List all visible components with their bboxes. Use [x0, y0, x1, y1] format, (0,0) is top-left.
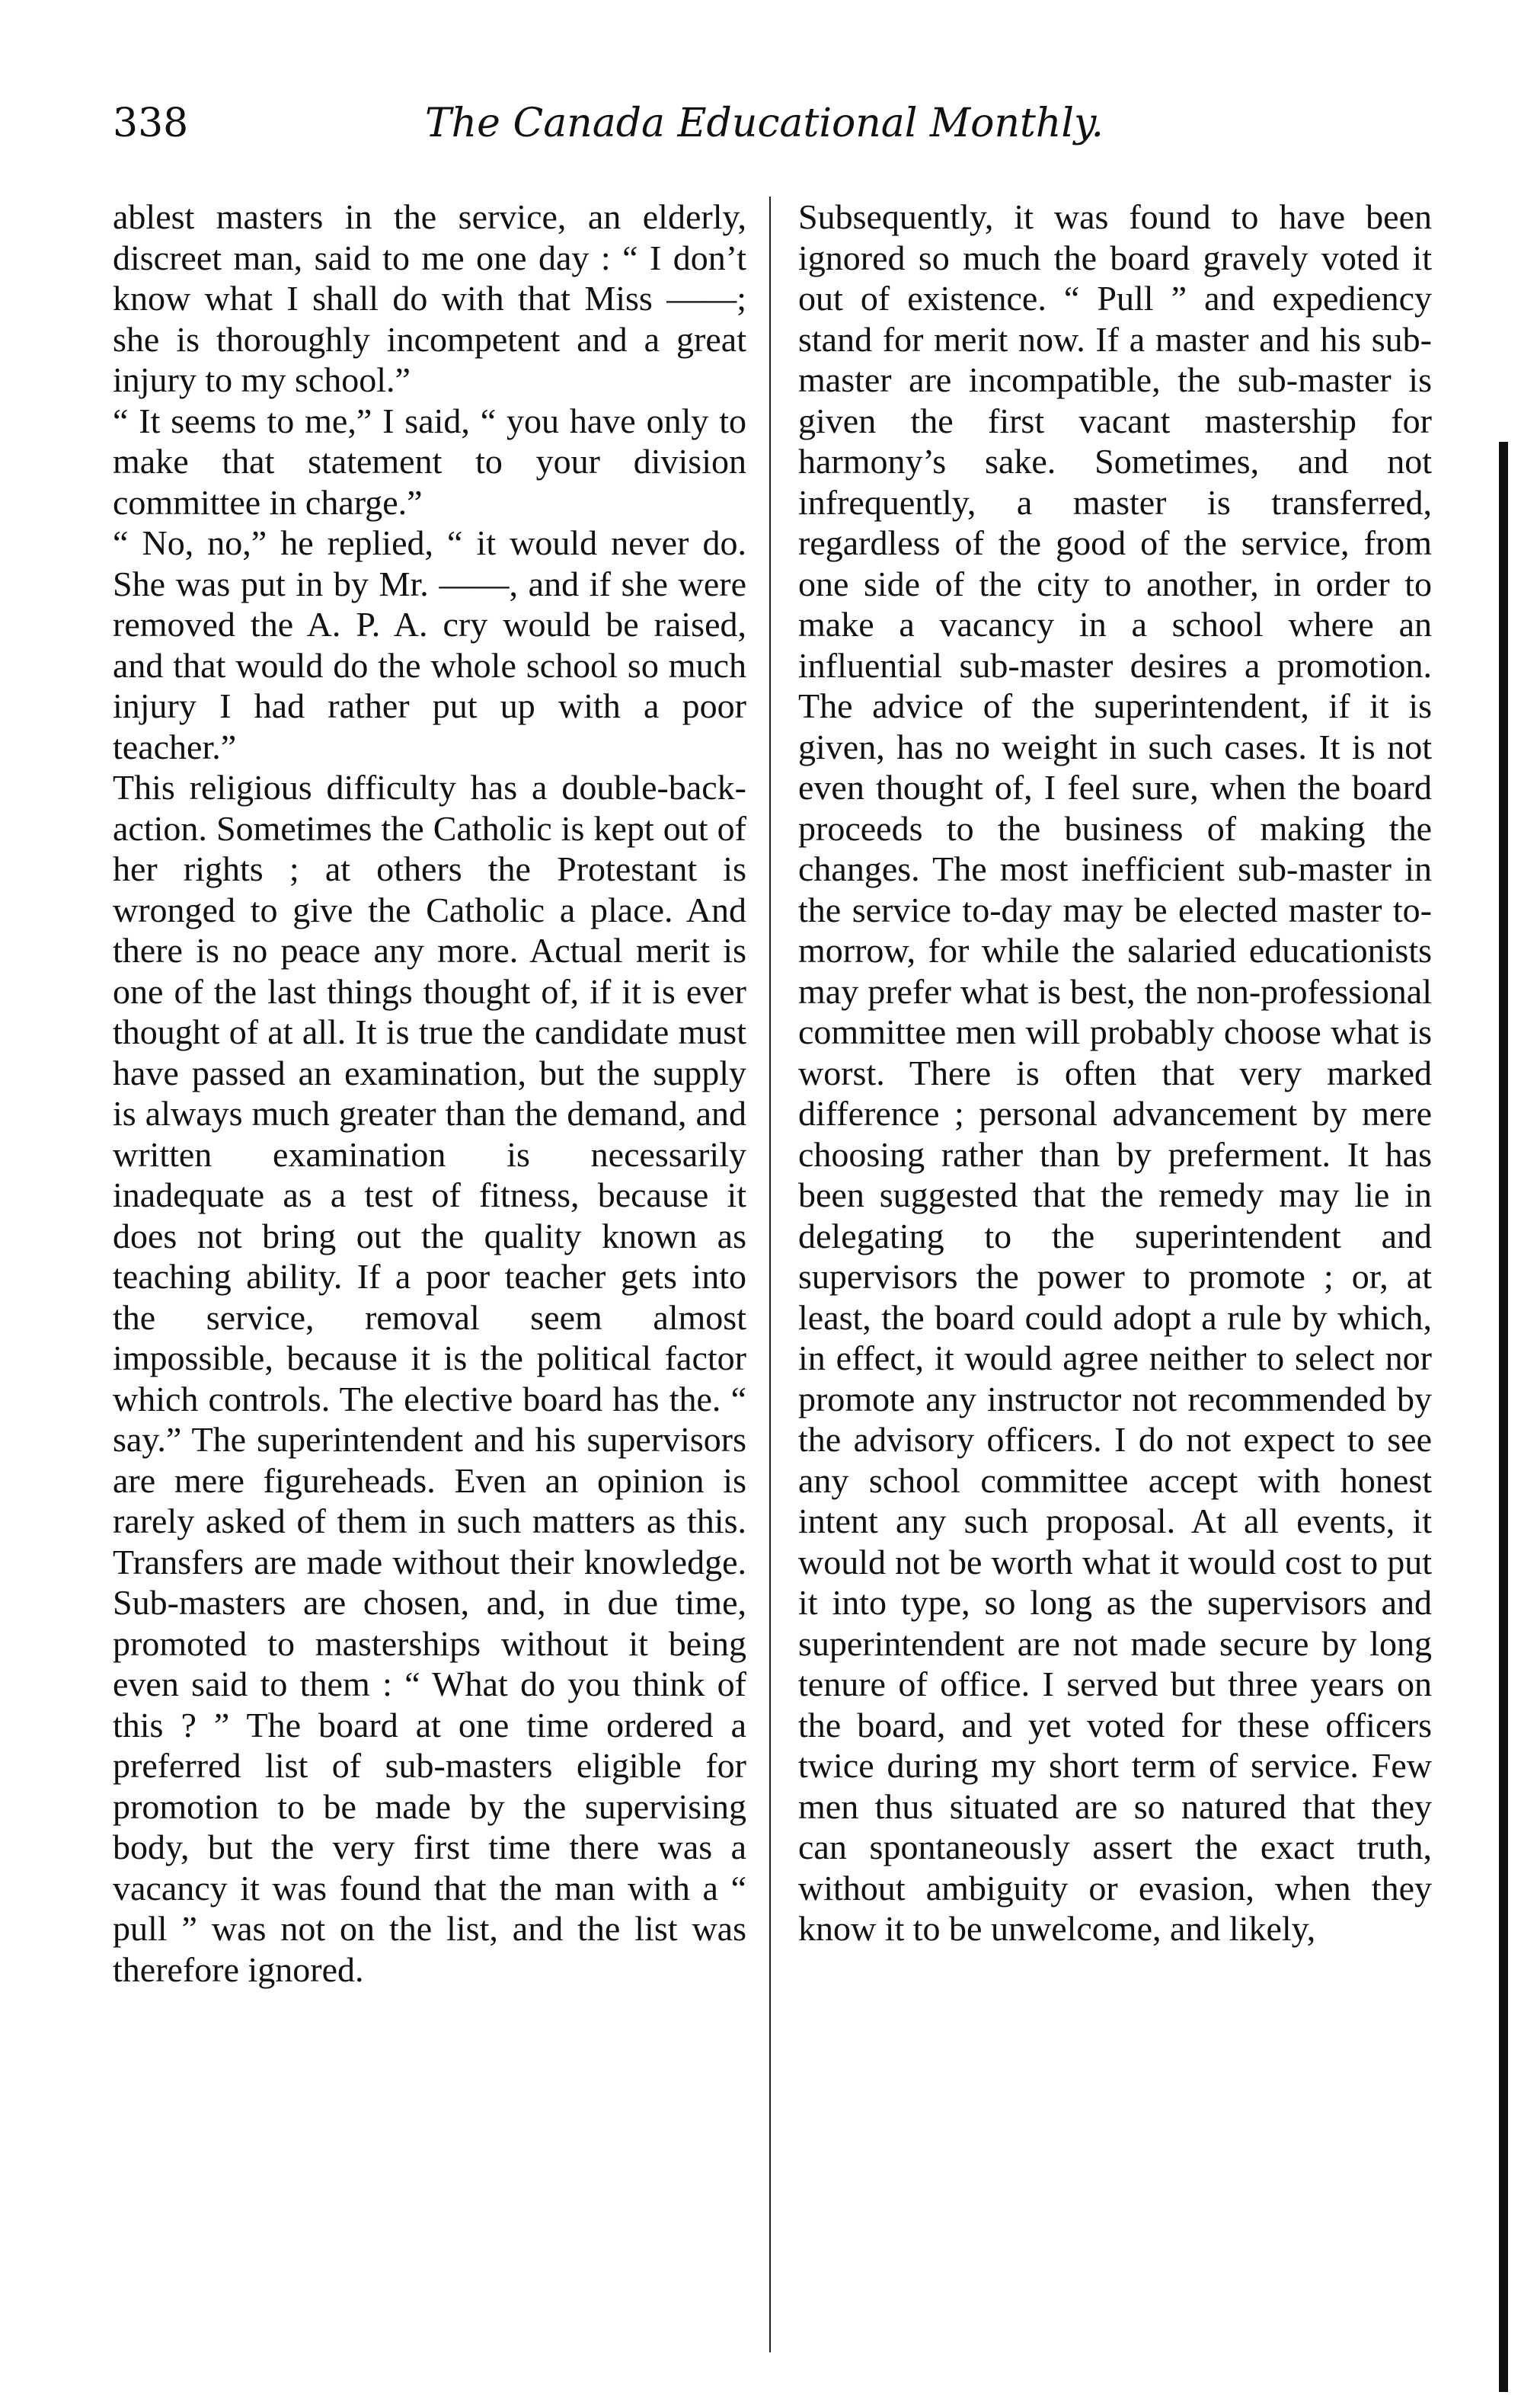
left-column [113, 197, 746, 1990]
running-title: The Canada Educational Monthly. [425, 101, 1104, 146]
paragraph: ablest masters in the service, an elderly, discreet man, said to me one day : “ I don’t know what I shall do with that Miss ——; she is thoroughly incompetent and a great injury to my school.” [113, 197, 746, 399]
paragraph: “ No, no,” he replied, “ it would never do. She was put in by Mr. ——, and if she were removed the A. P. A. cry would be raised, and that would do the whole school so much injury I had rather put up with a poor teacher.” [113, 523, 746, 766]
paragraph: “ It seems to me,” I said, “ you have only to make that statement to your division committee in charge.” [113, 401, 746, 522]
page-edge-shadow [1499, 442, 1508, 2392]
page-number: 338 [113, 101, 189, 146]
paragraph: Subsequently, it was found to have been ignored so much the board gravely voted it out of existence. “ Pull ” and expediency stand for merit now. If a master and his sub-master are incompatible, the sub-master is given the first vacant mastership for harmony’s sake. Sometimes, and not infrequently, a master is transferred, regardless of the good of the service, from one side of the city to another, in order to make a vacancy in a school where an influential sub-master desires a promotion. The advice of the superintendent, if it is given, has no weight in such cases. It is not even thought of, I feel sure, when the board proceeds to the business of making the changes. The most inefficient sub-master in the service to-day may be elected master to-morrow, for while the salaried educationists may prefer what is best, the non-professional committee men will probably choose what is worst. There is often that very marked difference ; personal advancement by mere choosing rather than by preferment. It has been suggested that the remedy may lie in delegating to the superintendent and supervisors the power to promote ; or, at least, the board could adopt a rule by which, in effect, it would agree neither to select nor promote any instructor not recommended by the advisory officers. I do not expect to see any school committee accept with honest intent any such proposal. At all events, it would not be worth what it would cost to put it into type, so long as the supervisors and superintendent are not made secure by long tenure of office. I served but three years on the board, and yet voted for these officers twice during my short term of service. Few men thus situated are so natured that they can spontaneously assert the exact truth, without ambiguity or evasion, when they know it to be unwelcome, and likely, [798, 197, 1432, 1948]
running-header [113, 101, 1179, 161]
right-column [798, 197, 1432, 1949]
column-divider [769, 197, 771, 2352]
paragraph: This religious difficulty has a double-back-action. Sometimes the Catholic is kept out of her rights ; at others the Protestant is wronged to give the Catholic a place. And there is no peace any more. Actual merit is one of the last things thought of, if it is ever thought of at all. It is true the candidate must have passed an examination, but the supply is always much greater than the demand, and written examination is necessarily inadequate as a test of fitness, because it does not bring out the quality known as teaching ability. If a poor teacher gets into the service, removal seem almost impossible, because it is the political factor which controls. The elective board has the. “ say.” The superintendent and his supervisors are mere figureheads. Even an opinion is rarely asked of them in such matters as this. Transfers are made without their knowledge. Sub-masters are chosen, and, in due time, promoted to masterships without it being even said to them : “ What do you think of this ? ” The board at one time ordered a preferred list of sub-masters eligible for promotion to be made by the supervising body, but the very first time there was a vacancy it was found that the man with a “ pull ” was not on the list, and the list was therefore ignored. [113, 768, 746, 1989]
